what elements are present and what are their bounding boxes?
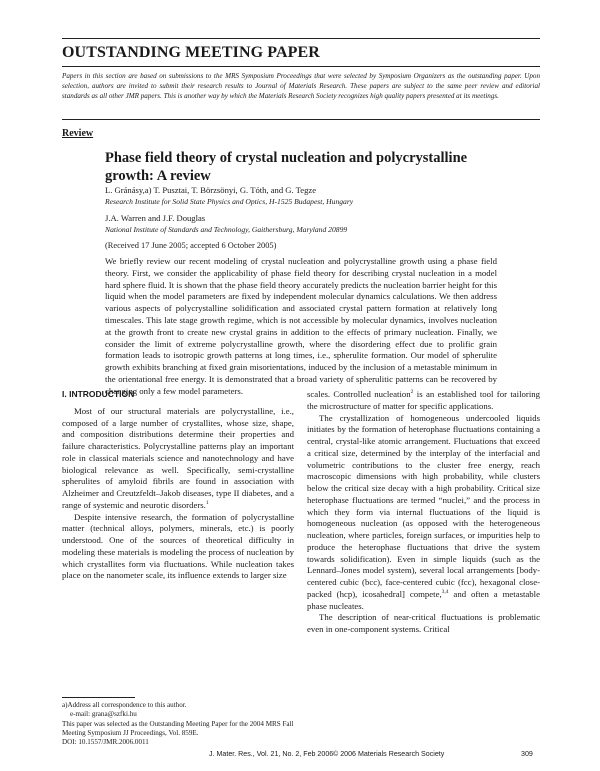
footnote-correspondence: a)Address all correspondence to this author. [62, 701, 187, 709]
banner-bottom-rule [62, 119, 540, 120]
footnote-selection-note: This paper was selected as the Outstanding Meeting Paper for the 2004 MRS Fall Meeting Symposium JJ Proceedings, Vol. 859E. [62, 719, 294, 737]
authors-group-2: J.A. Warren and J.F. Douglas [105, 213, 206, 223]
affiliation-1: Research Institute for Solid State Physics and Optics, H-1525 Budapest, Hungary [105, 197, 354, 206]
received-dates: (Received 17 June 2005; accepted 6 October 2005) [105, 241, 277, 250]
paragraph: Most of our structural materials are polycrystalline, i.e., composed of a large number of crystallites, whose size, shape, and composition distributions determine their properties and failure characteristics. Polycrystalline patterns play an important role in classical materials science and nanotechnology and have biological relevance as well. Specifically, semi-crystalline spherulites of amyloid fibrils are found in association with Alzheimer and Creutzfeldt–Jakob diseases, type II diabetes, and a range of systemic and neurotic disorders.$^1$ [62, 405, 294, 510]
authors-group-1: L. Gránásy,a) T. Pusztai, T. Börzsönyi, G. Tóth, and G. Tegze [105, 185, 317, 195]
section-tag: Review [62, 128, 94, 139]
footnote [62, 701, 294, 747]
banner-title: OUTSTANDING MEETING PAPER [62, 44, 320, 61]
banner-rule [62, 66, 540, 67]
affiliation-2: National Institute of Standards and Technology, Gaithersburg, Maryland 20899 [105, 225, 348, 234]
paragraph: The description of near-critical fluctuations is problematic even in one-component systems. Critical [307, 612, 540, 634]
banner-note: Papers in this section are based on submissions to the MRS Symposium Proceedings that were selected by Symposium Organizers as the outstanding paper. Upon selection, authors are invited to submit their research results to Journal of Materials Research. These papers are subject to the same peer review and editorial standards as all other JMR papers. This is another way by which the Materials Research Society recognizes high quality papers presented at its meetings. [62, 72, 540, 101]
column-right [307, 389, 540, 636]
footer-copyright: © 2006 Materials Research Society [333, 750, 445, 758]
article-title: Phase field theory of crystal nucleation and polycrystalline growth: A review [105, 150, 468, 184]
paragraph: Despite intensive research, the formation of polycrystalline matter (technical alloys, polymers, minerals, etc.) is poorly understood. One of the sources of theoretical difficulty in modeling these materials is modeling the process of nucleation by which crystallites form via fluctuations. While nucleation takes place on the nanometer scale, its influence extends to larger size [62, 511, 294, 581]
banner-top-rule [62, 38, 540, 39]
footnote-email: e-mail: grana@szfki.hu [70, 710, 137, 719]
footer-journal: J. Mater. Res., Vol. 21, No. 2, Feb 2006 [209, 750, 334, 758]
column-left [62, 389, 294, 582]
section-heading: I. INTRODUCTION [62, 389, 135, 399]
footnote-rule [62, 697, 135, 698]
page-number: 309 [521, 750, 533, 758]
paragraph: scales. Controlled nucleation$^2$ is an established tool for tailoring the microstructure of matter for specific applications. [307, 389, 541, 411]
abstract: We briefly review our recent modeling of crystal nucleation and polycrystalline growth using a phase field theory. First, we consider the applicability of phase field theory for describing crystal nucleation in a model hard sphere fluid. It is shown that the phase field theory accurately predicts the nucleation barrier height for this liquid when the model parameters are fixed by independent molecular dynamics calculations. We then address various aspects of polycrystalline solidification and associated crystal pattern formation at relatively long timescales. This late stage growth regime, which is not accessible by molecular dynamics, involves nucleation at the growth front to create new crystal grains in addition to the effects of primary nucleation. Finally, we consider the limit of extreme polycrystalline growth, where the disordering effect due to prolific grain formation leads to isotropic growth patterns at long times, i.e., spherulite formation. Our model of spherulite growth exhibits branching at fixed grain misorientations, induced by the inclusion of a metastable minimum in the orientational free energy. It is demonstrated that a broad variety of spherulitic patterns can be recovered by changing only a few model parameters. [105, 256, 497, 396]
paragraph: The crystallization of homogeneous undercooled liquids initiates by the formation of heterophase fluctuations containing a central, crystal-like atomic arrangement. Fluctuations that exceed a critical size, determined by the interplay of the interfacial and volumetric contributions to the cluster free energy, reach macroscopic dimensions with high probability, while clusters below the critical size decay with a high probability. Critical size heterophase fluctuations are termed “nuclei,” and the process in which they form via internal fluctuations of the liquid is homogeneous nucleation (as opposed with the heterogeneous nucleation, where particles, foreign surfaces, or impurities help to produce the heterophase fluctuations that drive the system towards solidification). Even in simple liquids (such as the Lennard–Jones model system), several local arrangements [body-centered cubic (bcc), face-centered cubic (fcc), hexagonal close-packed (hcp), icosahedral] compete,$^{3,4}$ and often a metastable phase nucleates. [307, 412, 540, 611]
footnote-doi: DOI: 10.1557/JMR.2006.0011 [62, 738, 149, 747]
